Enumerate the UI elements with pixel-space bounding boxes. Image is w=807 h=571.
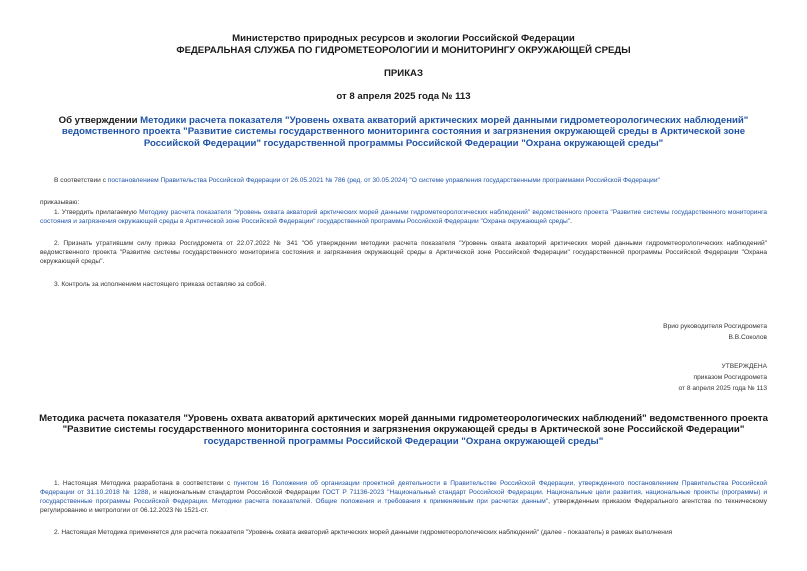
preamble-link[interactable]: постановлением Правительства Российской Федерации от 26.05.2021 № 786 (ред. от 30.05.2024) "О системе управления государственными программами Российской Федерации": [107, 177, 660, 184]
order-title-prefix: Об утверждении: [58, 115, 141, 126]
method-paragraph-2: 2. Настоящая Методика применяется для расчета показателя "Уровень охвата акваторий арктических морей данными гидрометеорологических наблюдений" (далее - показатель) в рамках выполнения: [54, 529, 673, 536]
paragraph-1-link[interactable]: Методику расчета показателя "Уровень охвата акваторий арктических морей данными гидрометеорологических наблюдений" ведомственного проекта "Развитие системы государственного мониторинга состояния и загрязнения окружающей среды в Арктической зоне Российской Федерации" государственной программы Российской Федерации "Охрана окружающей среды": [40, 209, 767, 225]
paragraph-3: 3. Контроль за исполнением настоящего приказа оставляю за собой.: [54, 281, 267, 288]
method-paragraph-1-link2[interactable]: ГОСТ Р 71136-2023 "Национальный стандарт Российской Федерации. Национальные цели развития, национальные проекты (программы) и государственные программы Российской Федерации. Методики расчета показателей. Общие положения и требования к применяемым при расчетах данным": [40, 489, 767, 505]
order-date: от 8 апреля 2025 года № 113: [336, 91, 471, 102]
order-title-link[interactable]: Методики расчета показателя "Уровень охвата акваторий арктических морей данными гидрометеорологических наблюдений" ведомственного проекта "Развитие системы государственного мониторинга состояния и загрязнения окружающей среды в Арктической зоне Российской Федерации" государственной программы Российской Федерации "Охрана окружающей среды": [61, 115, 749, 149]
approved-line3: от 8 апреля 2025 года № 113: [678, 385, 767, 392]
approved-line1: УТВЕРЖДЕНА: [721, 363, 767, 370]
paragraph-1: [40, 208, 767, 226]
method-paragraph-1-link1[interactable]: пунктом 16 Положения об организации проектной деятельности в Правительстве Российской Федерации, утвержденного постановлением Правительства Российской Федерации от 31.10.2018 № 1288: [40, 480, 767, 496]
signature-name: В.В.Соколов: [728, 334, 767, 341]
order-type: ПРИКАЗ: [384, 68, 423, 79]
method-paragraph-1: [40, 479, 767, 515]
approved-line2: приказом Росгидромета: [693, 374, 767, 381]
method-paragraph-1-middle: , и национальным стандартом Российской Федерации: [148, 489, 323, 496]
paragraph-2: 2. Признать утратившим силу приказ Росгидромета от 22.07.2022 № 341 "Об утверждении методики расчета показателя "Уровень охвата акваторий арктических морей данными гидрометеорологических наблюдений" ведомственного проекта "Развитие системы государственного мониторинга состояния и загрязнения окружающей среды в Арктической зоне Российской Федерации" государственной программы Российской Федерации "Охрана окружающей среды".: [40, 240, 767, 265]
paragraph-1-prefix: 1. Утвердить прилагаемую: [54, 209, 140, 216]
preamble-prefix: В соответствии с: [54, 177, 108, 184]
signature-position: Врио руководителя Росгидромета: [663, 323, 767, 330]
preamble: [54, 176, 774, 185]
method-title-link[interactable]: государственной программы Российской Федерации "Охрана окружающей среды": [203, 435, 604, 447]
order-word: приказываю:: [40, 199, 80, 206]
method-title-main: Методика расчета показателя "Уровень охвата акваторий арктических морей данными гидрометеорологических наблюдений" ведомственного проекта "Развитие системы государственного мониторинга состояния и загрязнения окружающей среды в Арктической зоне Российской Федерации": [39, 413, 768, 436]
method-paragraph-1-suffix: , утвержденным приказом Федерального агентства по техническому регулированию и метрологии от 06.12.2023 № 1521-ст.: [40, 498, 767, 514]
paragraph-1-suffix: .: [570, 218, 572, 225]
method-paragraph-1-prefix: 1. Настоящая Методика разработана в соответствии с: [54, 480, 234, 487]
ministry-name: Министерство природных ресурсов и экологии Российской Федерации: [232, 33, 575, 44]
order-title: [36, 115, 771, 149]
service-name: ФЕДЕРАЛЬНАЯ СЛУЖБА ПО ГИДРОМЕТЕОРОЛОГИИ И МОНИТОРИНГУ ОКРУЖАЮЩЕЙ СРЕДЫ: [176, 45, 631, 56]
method-title: [36, 413, 771, 447]
